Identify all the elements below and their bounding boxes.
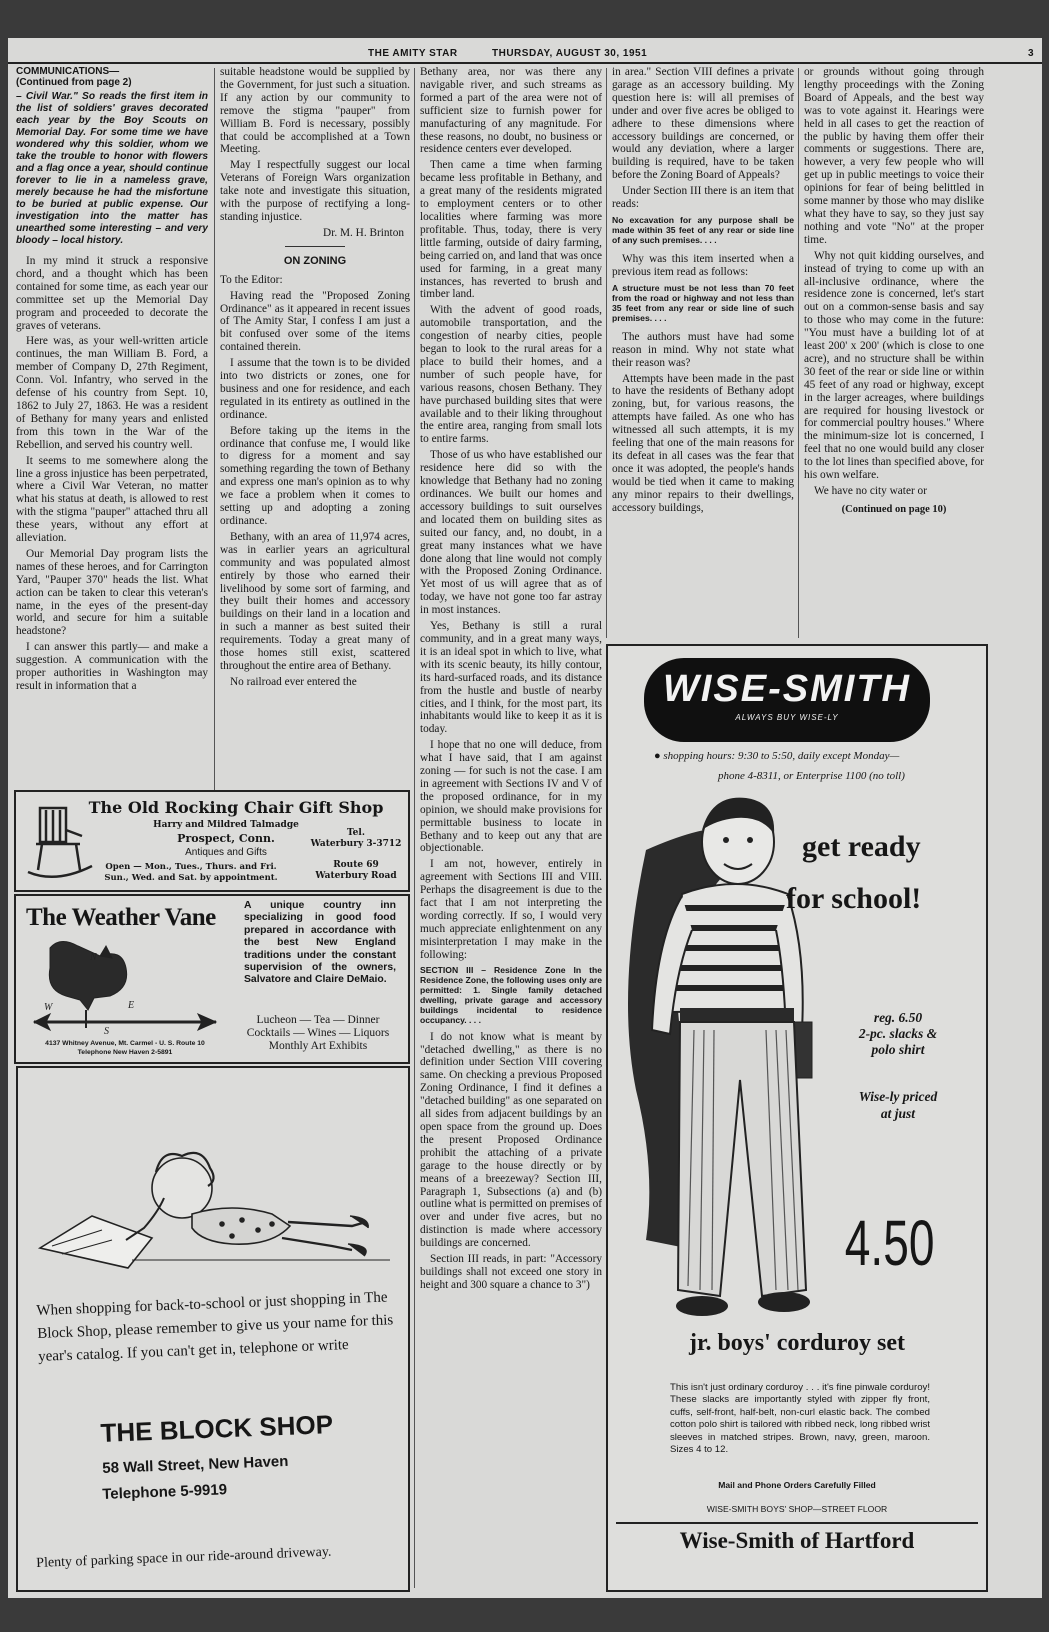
wisely-priced: at just [880, 1106, 916, 1121]
compass-letter-n: N [90, 952, 97, 963]
paragraph: Our Memorial Day program lists the names of these heroes, and for Carrington Yard, "Pauper 370" heads the list. What action can be taken to clear this veteran's name, in the eyes of the present-day world, and secure for him a suitable headstone? [16, 547, 208, 638]
paragraph: Attempts have been made in the past to have the residents of Bethany adopt zoning, but, for various reasons, the attempts have failed. As one who has witnessed all such attempts, it is my feeling that one of the main reasons for its defeat in all cases was the fear that once it was adopted, the people's hands would be tied when it came to making any minor repairs to their dwellings, accessory buildings, [612, 372, 794, 514]
paragraph: It seems to me somewhere along the line a gross injustice has been perpetrated, where a Civil War Veteran, no matter what his status at death, is allowed to rest with the stigma "pauper" attached thru all these years, without any effort at alleviation. [16, 454, 208, 545]
boy-illustration-icon [616, 790, 826, 1330]
signature: Dr. M. H. Brinton [323, 226, 404, 239]
continued-from: (Continued from page 2) [16, 77, 132, 88]
paragraph: Yes, Bethany is still a rural community, and in a great many ways, it is an ideal spot in which to live, what with its scenic beauty, its hilly contour, its hard-surfaced roads, and its distance from the hustle and bustle of nearby cities, and I think, for the most part, its inhabitants would like to keep it as it is today. [420, 620, 602, 736]
ad-address: 4137 Whitney Avenue, Mt. Carmel - U. S. Route 10 [45, 1040, 205, 1047]
paragraph: I do not know what is meant by "detached dwelling," as there is no definition under Section VIII covering same. On checking a previous Proposed Zoning Ordinance, I find it defines a "detached building" as one separated on all sides from adjacent buildings by an open space from the ground up. Does the present Proposed Ordinance prohibit the attaching of a private garage to the house directly or by means of a breezeway? Section III, Paragraph 1, Subsections (a) and (b) outline what is permitted on premises of over and under five acres, but no distinction is made where accessory buildings are concerned. [420, 1030, 602, 1250]
paragraph: Under Section III there is an item that reads: [612, 185, 794, 211]
headline: get ready [802, 830, 921, 863]
paragraph: Those of us who have established our residence here did so with the knowledge that Bethany had no zoning ordinances. We built our homes and accessory buildings to suit ourselves and located them on building sites as suited our fancy, and, no doubt, in a great many instances what we have done along that line would not comply with the Proposed Zoning Ordinance. Yet most of us will agree that as of today, we have not gone too far astray in most instances. [420, 449, 602, 617]
compass-letter-w: W [44, 1002, 53, 1013]
logo-slogan: ALWAYS BUY WISE-LY [735, 713, 839, 722]
salutation: To the Editor: [220, 273, 283, 286]
column-rule [606, 68, 607, 638]
paragraph: I hope that no one will deduce, from what I have said, that I am against zoning — for such is not the case. I am in agreement with Sections IV and V of the proposed ordinance, for in my opinion, we should make provisions for permittable business to locate in Bethany and to keep out any that are objectionable. [420, 739, 602, 855]
page-number: 3 [1027, 48, 1034, 59]
ad-text: When shopping for back-to-school or just shopping in The Block Shop, please remember to give us your name for this year's catalog. If you can't get in, telephone or write [36, 1289, 394, 1365]
ad-tel: Waterbury 3-3712 [310, 839, 402, 849]
quoted-item: No excavation for any purpose shall be made within 35 feet of any rear or side line of any such premises. . . . [612, 214, 794, 245]
headline: for school! [786, 882, 922, 915]
paragraph: or grounds without going through lengthy proceedings with the Zoning Board of Appeals, and the best way was to vote against it. Hearings were held in all cases to get the reaction of the public by having them offer their comments or suggestions. There are, however, a very few people who will get up in public meetings to voice their opinions for fear of being belittled in some manner by those who may dislike what they have to say, so they just say nothing and vote "No" at the proper time. [804, 66, 984, 246]
child-drawing-icon [32, 1128, 392, 1278]
paragraph: I am not, however, entirely in agreement with Sections III and VIII. Perhaps the disagreement is due to the fact that I am not interpreting the wording correctly. If so, I would very much appreciate enlightenment on any misinterpretation I may make in the following: [420, 858, 602, 961]
wise-smith-logo [644, 658, 930, 742]
column-rule [214, 68, 215, 820]
ad-title: The Weather Vane [26, 904, 216, 931]
column-rule [798, 68, 799, 638]
store-footer: Wise-Smith of Hartford [616, 1522, 978, 1554]
quoted-item: A structure must be not less than 70 feet from the road or highway and not less than 35 feet from any rear or side line of such premises. . . . [612, 282, 794, 323]
store-hours: ● shopping hours: 9:30 to 5:50, daily except Monday— [654, 750, 900, 762]
paper-name: THE AMITY STAR [368, 48, 458, 59]
paragraph: Having read the "Proposed Zoning Ordinance" as it appeared in recent issues of The Amity Star, I confess I am just a bit confused over some of the items contained therein. [220, 289, 410, 354]
paragraph: I assume that the town is to be divided into two districts or zones, one for business and one for residence, and each regulated in its entirety as outlined in the ordinance. [220, 357, 410, 421]
ad-title: The Old Rocking Chair Gift Shop [88, 798, 384, 817]
wisely-priced: Wise-ly priced [858, 1089, 938, 1104]
paragraph: Why was this item inserted when a previous item read as follows: [612, 252, 794, 278]
ad-description: A unique country inn specializing in good food prepared in accordance with the best New England traditions under the constant supervision of the owners, Salvatore and Claire DeMaio. [244, 900, 396, 986]
ad-wise-smith [606, 644, 988, 1592]
sale-price: 4.50 [844, 1207, 935, 1279]
ad-town: Prospect, Conn. [177, 832, 275, 845]
ad-line: Antiques and Gifts [185, 847, 267, 858]
paragraph: Before taking up the items in the ordinance that confuse me, I would like to digress for a moment and say something regarding the town of Bethany and express one man's opinion as to why we face a problem when it comes to setting up and adopting a zoning ordinance. [220, 424, 410, 527]
ad-parking: Plenty of parking space in our ride-around driveway. [36, 1544, 332, 1571]
issue-date: THURSDAY, AUGUST 30, 1951 [492, 48, 648, 59]
regular-price: 2-pc. slacks & [858, 1026, 938, 1041]
paragraph: suitable headstone would be supplied by the Government, for just such a situation. If any action by our community to remove the stigma "pauper" from William B. Ford is necessary, possibly that could be accomplished at a Town Meeting. [220, 66, 410, 156]
product-description: This isn't just ordinary corduroy . . . it's fine pinwale corduroy! These slacks are importantly styled with zipper fly front, cuffs, self-front, half-belt, non-curl elastic back. The combed cotton polo shirt is tailored with ribbed neck, long ribbed wrist sleeves in matched stripes. Brown, navy, green, maroon. Sizes 4 to 12. [670, 1382, 930, 1456]
italic-intro: – Civil War." So reads the first item in the list of soldiers' graves decorated each year by the Boy Scouts on Memorial Day. For some time we have wondered why this soldier, whom we take the trouble to honor with flowers and a flag once a year, should continue forever to lie in a nameless grave, merely because he had the misfortune to be buried at public expense. Our investigation into the matter has unearthed some interesting – and very bloody – local history. [16, 91, 208, 246]
store-phone: phone 4-8311, or Enterprise 1100 (no toll) [718, 770, 905, 782]
column-1 [16, 66, 208, 820]
column-5 [804, 66, 984, 638]
ad-road: Waterbury Road [315, 871, 397, 881]
paragraph: Section III reads, in part: "Accessory buildings shall not exceed one story in height and 300 square a chance to 3") [420, 1253, 602, 1291]
regular-price: reg. 6.50 [873, 1010, 923, 1025]
logo-text: WISE-SMITH [663, 668, 911, 710]
column-4 [612, 66, 794, 638]
compass-letter-e: E [128, 1000, 135, 1011]
store-hours-text: shopping hours: 9:30 to 5:50, daily except Monday— [663, 750, 900, 762]
paragraph: In my mind it struck a responsive chord, and a thought which has been contained for some time, as each year our committee set up the Memorial Day program and proceeded to decorate the graves of veterans. [16, 255, 208, 332]
paragraph: With the advent of good roads, automobile transportation, and the congestion of nearby cities, people began to look to the rural areas for a place to build their homes, and a number of such people have, for various reasons, chosen Bethany. They have purchased building sites that were available and to their liking throughout the entire area, ranging from small lots to entire farms. [420, 304, 602, 446]
ad-phone: Telephone New Haven 2-5891 [77, 1049, 173, 1056]
weathervane-icon [30, 938, 220, 1034]
ad-phone: Telephone 5-9919 [102, 1481, 228, 1503]
paragraph: No railroad ever entered the [230, 675, 357, 688]
ad-menu: Monthly Art Exhibits [268, 1040, 368, 1052]
ad-weather-vane [14, 894, 410, 1064]
section-quote: SECTION III – Residence Zone In the Residence Zone, the following uses only are permitted: 1. Single family detached dwelling, private garage and accessory buildings incidental to residence occupancy. . . . [420, 964, 602, 1025]
paragraph: We have no city water or [814, 485, 927, 497]
ad-owners: Harry and Mildred Talmadge [153, 820, 299, 830]
ad-hours: Open — Mon., Tues., Thurs. and Fri. [105, 862, 277, 872]
paragraph: I can answer this partly— and make a suggestion. A communication with the proper authorities in Washington may result in information that a [16, 641, 208, 692]
ad-menu: Lucheon — Tea — Dinner [256, 1014, 380, 1026]
page-header [8, 46, 1042, 64]
column-2 [220, 66, 410, 820]
ad-address: 58 Wall Street, New Haven [102, 1452, 289, 1477]
ad-menu: Cocktails — Wines — Liquors [246, 1027, 390, 1039]
paragraph: Then came a time when farming became less profitable in Bethany, and a great many of the residents migrated to employment centers or to other localities where farming was more profitable. Thus, today, there is very little farming, outside of dairy farming, being carried on, and land that was once used for farming, in a great many instances, has reverted to brush and timber land. [420, 159, 602, 301]
section-title: ON ZONING [283, 254, 347, 267]
continued-on: (Continued on page 10) [841, 503, 947, 515]
ad-tel-label: Tel. [347, 828, 365, 838]
department: WISE-SMITH BOYS' SHOP—STREET FLOOR [706, 1504, 888, 1514]
product-name: jr. boys' corduroy set [689, 1330, 905, 1356]
paragraph: in area." Section VIII defines a private garage as an accessory building. My question here is: will all premises of under and over five acres be obliged to adhere to these dimensions where accessory buildings are concerned, or would any deviation, where a larger building is required, have to be taken before the Zoning Board of Appeals? [612, 66, 794, 182]
paragraph: Here was, as your well-written article continues, the man William B. Ford, a member of Company D, 27th Regiment, Conn. Vol. Infantry, who served in the defense of his country from Sept. 10, 1862 to July 27, 1863. He was a resident of Bethany for many years and enlisted from this town in the War of the Rebellion, and served his country well. [16, 335, 208, 451]
mail-orders: Mail and Phone Orders Carefully Filled [718, 1480, 876, 1490]
ad-shop-name: THE BLOCK SHOP [100, 1409, 334, 1448]
paragraph: Why not quit kidding ourselves, and instead of trying to come up with an all-inclusive ordinance, where the residence zone is concerned, let's start out on a common-sense basis and say to those who may come in the future: "You must have a building lot of at least 200' x 200' (which is close to one acre), and no structure shall be within 30 feet of the rear or side line or within 45 feet of any road or highway, except in the larger acreages, where buildings are required for housing livestock or for commercial poultry houses." Where the minimum-size lot is concerned, I feel that no one would build any closer to the lot lines than specified above, for his own welfare. [804, 249, 984, 482]
ad-rocking-chair [14, 790, 410, 892]
ad-hours: Sun., Wed. and Sat. by appointment. [104, 873, 278, 883]
newspaper-page [8, 38, 1042, 1598]
paragraph: The authors must have had some reason in mind. Why not state what their reason was? [612, 330, 794, 369]
paragraph: May I respectfully suggest our local Veterans of Foreign Wars organization take note and investigate this situation, with the purpose of rectifying a long-standing injustice. [220, 159, 410, 223]
paragraph: Bethany, with an area of 11,974 acres, was in earlier years an agricultural community and was populated almost entirely by those who earned their livelihood by some sort of farming, and they built their homes and accessory buildings on their land in a location and in such a manner as best suited their requirements. Today a great many of those homes still exist, scattered throughout the entire area of Bethany. [220, 530, 410, 672]
ad-block-shop [16, 1066, 410, 1592]
compass-letter-s: S [104, 1026, 109, 1034]
column-heading: COMMUNICATIONS— [16, 66, 120, 77]
regular-price: polo shirt [871, 1042, 925, 1057]
column-rule [414, 68, 415, 1588]
column-3 [420, 66, 602, 1588]
paragraph: Bethany area, nor was there any navigable river, and such streams as formed a part of the area were not of sufficient size to furnish power for manufacturing of any magnitude. For these reasons, no doubt, no business or residence centers ever developed. [420, 66, 602, 156]
ad-route: Route 69 [333, 860, 379, 870]
